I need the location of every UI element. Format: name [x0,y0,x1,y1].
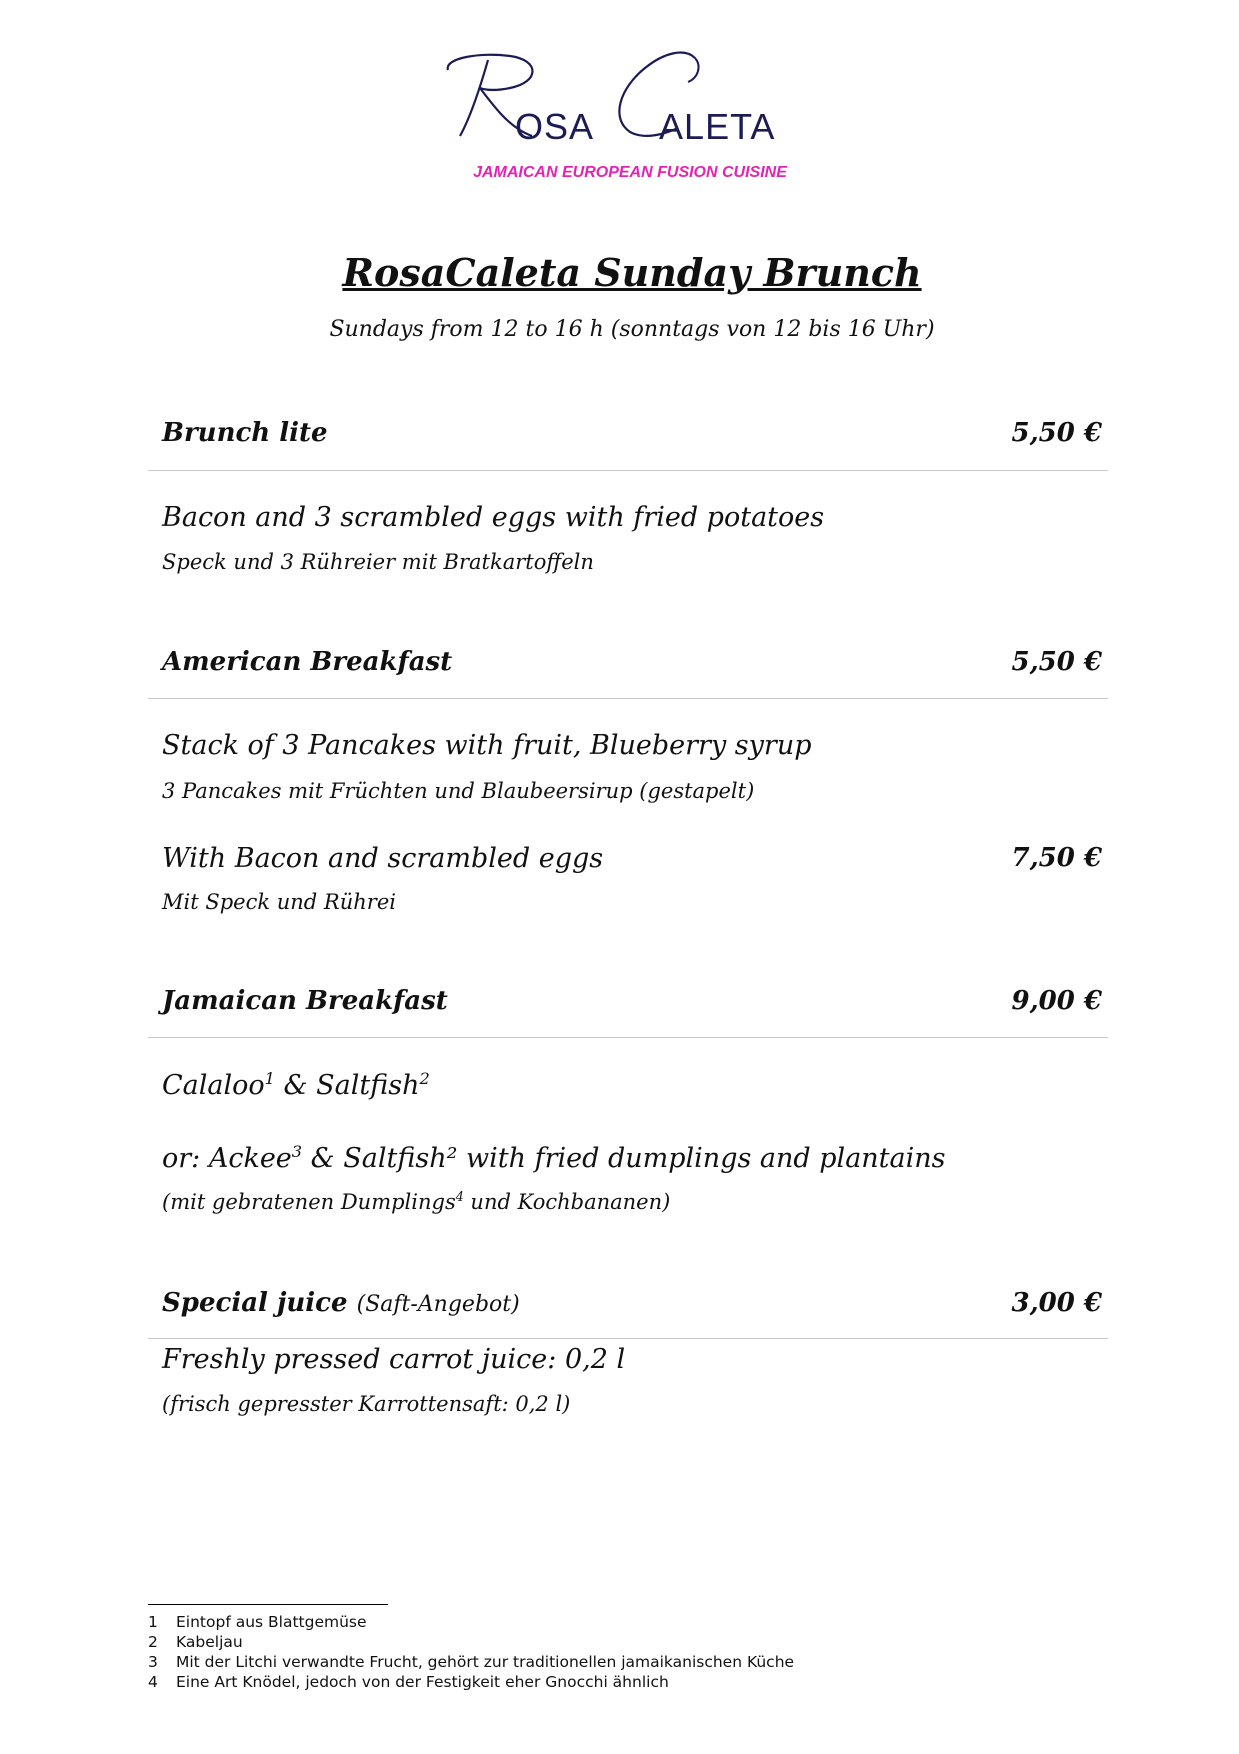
section-name: Special juice [162,1288,348,1318]
footnote-ref: 3 [291,1142,303,1161]
item-option-de: Mit Speck und Rührei [162,890,396,914]
item-line-ackee [162,1143,946,1174]
section-name: Jamaican Breakfast [162,986,448,1016]
footnote-text: Eine Art Knödel, jedoch von der Festigkeit eher Gnocchi ähnlich [176,1673,669,1691]
logo-word-aleta: ALETA [659,106,776,147]
footnote-number: 1 [148,1613,158,1631]
footnote-ref: 4 [455,1189,464,1204]
footnote-item [148,1672,794,1692]
section-name: Brunch lite [162,418,328,448]
section-price: 3,00 € [1011,1288,1102,1318]
footnote-item [148,1612,794,1632]
section-heading-special-juice [162,1288,1102,1318]
section-divider [148,1338,1108,1339]
page-title: RosaCaleta Sunday Brunch [342,250,922,295]
item-line-dumplings-de [162,1190,670,1214]
footnote-divider [148,1604,388,1605]
section-heading-jamaican-breakfast [162,986,1102,1016]
item-line-calaloo [162,1070,430,1101]
footnote-number: 4 [148,1673,158,1691]
section-divider [148,1037,1108,1038]
text-fragment: und Kochbananen) [463,1190,671,1214]
section-price: 5,50 € [1011,647,1102,677]
item-description-en: Bacon and 3 scrambled eggs with fried potatoes [162,502,825,533]
footnote-ref: 1 [264,1069,275,1088]
footnote-text: Mit der Litchi verwandte Frucht, gehört zur traditionellen jamaikanischen Küche [176,1653,795,1671]
footnote-number: 2 [148,1633,158,1651]
item-description-en: Stack of 3 Pancakes with fruit, Blueberry syrup [162,730,812,761]
section-price: 5,50 € [1011,418,1102,448]
page-subtitle: Sundays from 12 to 16 h (sonntags von 12 bis 16 Uhr) [329,317,935,342]
section-name: American Breakfast [162,647,453,677]
logo-tagline: JAMAICAN EUROPEAN FUSION CUISINE [473,164,787,181]
logo [440,48,820,198]
text-fragment: (mit gebratenen Dumplings [162,1190,456,1214]
item-description-de: (frisch gepresster Karrottensaft: 0,2 l) [162,1392,571,1416]
logo-wordmark [440,106,820,148]
text-fragment: or: Ackee [162,1143,292,1174]
section-heading-american-breakfast [162,647,1102,677]
footnote-number: 3 [148,1653,158,1671]
text-fragment: & Saltfish [274,1070,420,1101]
section-divider [148,470,1108,471]
text-fragment: Calaloo [162,1070,265,1101]
item-description-de: 3 Pancakes mit Früchten und Blaubeersirup (gestapelt) [162,779,755,803]
footnote-ref: 2 [419,1069,430,1088]
footnote-item [148,1632,794,1652]
item-option-en: With Bacon and scrambled eggs [162,843,604,874]
section-divider [148,698,1108,699]
section-heading-brunch-lite [162,418,1102,448]
item-description-de: Speck und 3 Rühreier mit Bratkartoffeln [162,550,594,574]
section-price: 9,00 € [1011,986,1102,1016]
section-note: (Saft-Angebot) [356,1292,520,1317]
footnote-text: Kabeljau [176,1633,243,1651]
text-fragment: & Saltfish² with fried dumplings and plantains [302,1143,946,1174]
item-description-en: Freshly pressed carrot juice: 0,2 l [162,1344,626,1375]
logo-word-osa: OSA [515,106,595,147]
footnote-text: Eintopf aus Blattgemüse [176,1613,367,1631]
footnote-item [148,1652,794,1672]
footnotes [148,1612,794,1692]
item-option-price: 7,50 € [1011,843,1102,873]
